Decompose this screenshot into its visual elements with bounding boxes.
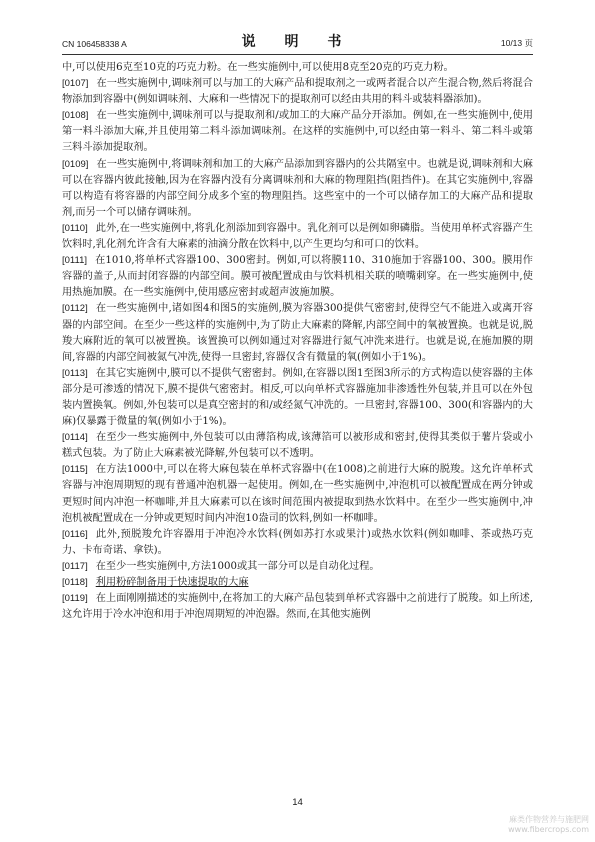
paragraph-text: 在上面刚刚描述的实施例中,在将加工的大麻产品包装到单杯式容器中之前进行了脱羧。如上所述,这允许用于冷水冲泡和用于冲泡周期短的冲泡器。然而,在其他实施例 [62,593,533,621]
section-heading: 利用粉碎制备用于快速提取的大麻 [95,577,249,588]
paragraph [62,108,533,156]
paragraph-number: [0107] [62,78,89,90]
section-heading-paragraph [62,575,533,591]
page-number: 14 [292,797,303,808]
paragraph-text: 在方法1000中,可以在将大麻包装在单杯式容器中(在1008)之前进行大麻的脱羧。这允许单杯式容器与冲泡周期短的现有普通冲泡机器一起使用。例如,在一些实施例中,冲泡机可以被配置成在两分钟或更短时间内冲泡一杯咖啡,并且大麻素可以在该时间范围内被提取到热水饮料中。在至少一些实施例中,冲泡机被配置成在一分钟或更短时间内冲泡10盎司的饮料,例如一杯咖啡。 [62,464,533,524]
paragraph [62,301,533,365]
paragraph-number: [0113] [62,367,88,379]
page-indicator: 10/13 页 [500,38,533,48]
document-title: 说 明 书 [241,34,354,50]
site-watermark [508,815,589,835]
paragraph-number: [0115] [62,464,88,476]
paragraph [62,559,533,575]
paragraph-number: [0119] [62,593,88,605]
paragraph [62,462,533,526]
paragraph [62,591,533,623]
paragraph [62,221,533,253]
paragraph [62,527,533,559]
paragraph-number: [0109] [62,158,89,170]
paragraph [62,76,533,108]
paragraph-text: 在一些实施例中,调味剂可以与加工的大麻产品和提取剂之一或两者混合以产生混合物,然后将混合物添加到容器中(例如调味剂、大麻和一些情况下的提取剂可以经由共用的料斗或装料器添加)。 [62,78,533,106]
document-body [62,60,533,623]
paragraph [62,157,533,221]
paragraph-number: [0108] [62,110,89,122]
paragraph-number: [0112] [62,303,88,315]
paragraph-number: [0110] [62,222,88,234]
paragraph-text: 中,可以使用6克至10克的巧克力粉。在一些实施例中,可以使用8克至20克的巧克力粉。 [62,62,454,73]
paragraph-number: [0118] [62,577,88,588]
paragraph [62,253,533,301]
paragraph-text: 此外,预脱羧允许容器用于冲泡冷水饮料(例如苏打水或果汁)或热水饮料(例如咖啡、茶或热巧克力、卡布奇诺、拿铁)。 [62,528,533,556]
paragraph-text: 在一些实施例中,调味剂可以与提取剂和/或加工的大麻产品分开添加。例如,在一些实施例中,使用第一料斗添加大麻,并且使用第二料斗添加调味剂。在这样的实施例中,可以经由第一料斗、第二料斗或第三料斗添加提取剂。 [62,110,533,154]
paragraph-number: [0117] [62,560,88,572]
paragraph [62,60,533,76]
paragraph-number: [0111] [62,255,88,267]
paragraph-text: 在至少一些实施例中,方法1000或其一部分可以是自动化过程。 [95,560,380,572]
paragraph [62,430,533,462]
paragraph-text: 在一些实施例中,将调味剂和加工的大麻产品添加到容器内的公共隔室中。也就是说,调味剂和大麻可以在容器内彼此接触,因为在容器内没有分离调味剂和大麻的物理阻挡(阻挡件)。在其它实施例中,容器可以构造有将容器的内部空间分成多个室的物理阻挡。这些室中的一个可以储存加工的大麻产品和提取剂,而另一个可以储存调味剂。 [62,158,533,218]
watermark-url: www.fibercrops.com [508,825,589,834]
paragraph-text: 在其它实施例中,膜可以不提供气密密封。例如,在容器以图1至图3所示的方式构造以使容器的主体部分是可渗透的情况下,膜不提供气密密封。相反,可以向单杯式容器施加非渗透性外包装,并且可以在外包装内置换氧。例如,外包装可以是真空密封的和/或经氮气冲洗的。一旦密封,容器100、300(和容器内的大麻)仅暴露于微量的氧(例如小于1%)。 [62,367,533,428]
page-header [62,30,533,55]
patent-number: CN 106458338 A [62,39,127,49]
paragraph-number: [0114] [62,432,88,444]
paragraph [62,366,533,430]
paragraph-text: 在一些实施例中,诸如图4和图5的实施例,膜为容器300提供气密密封,使得空气不能进入或离开容器的内部空间。在至少一些这样的实施例中,为了防止大麻素的降解,内部空间中的氧被置换。也就是说,脱羧大麻附近的氧可以被置换。该置换可以例如通过对容器进行氮气冲洗来进行。也就是说,在施加膜的期间,容器的内部空间被氮气冲洗,使得一旦密封,容器仅含有微量的氧(例如小于1%)。 [62,303,533,363]
paragraph-text: 在1010,将单杯式容器100、300密封。例如,可以将膜110、310施加于容器100、300。膜用作容器的盖子,从而封闭容器的内部空间。膜可被配置成由与饮料机相关联的喷嘴刺穿。在一些实施例中,使用热施加膜。在一些实施例中,使用感应密封或超声波施加膜。 [62,255,533,299]
paragraph-number: [0116] [62,528,88,540]
paragraph-text: 此外,在一些实施例中,将乳化剂添加到容器中。乳化剂可以是例如卵磷脂。当使用单杯式容器产生饮料时,乳化剂允许含有大麻素的油滴分散在饮料中,以产生更均匀和可口的饮料。 [62,222,533,251]
paragraph-text: 在至少一些实施例中,外包装可以由薄箔构成,该薄箔可以被形成和密封,使得其类似于薯片袋或小糕式包装。为了防止大麻素被光降解,外包装可以不透明。 [62,432,533,460]
watermark-site-name: 麻类作物营养与施肥网 [509,815,589,824]
